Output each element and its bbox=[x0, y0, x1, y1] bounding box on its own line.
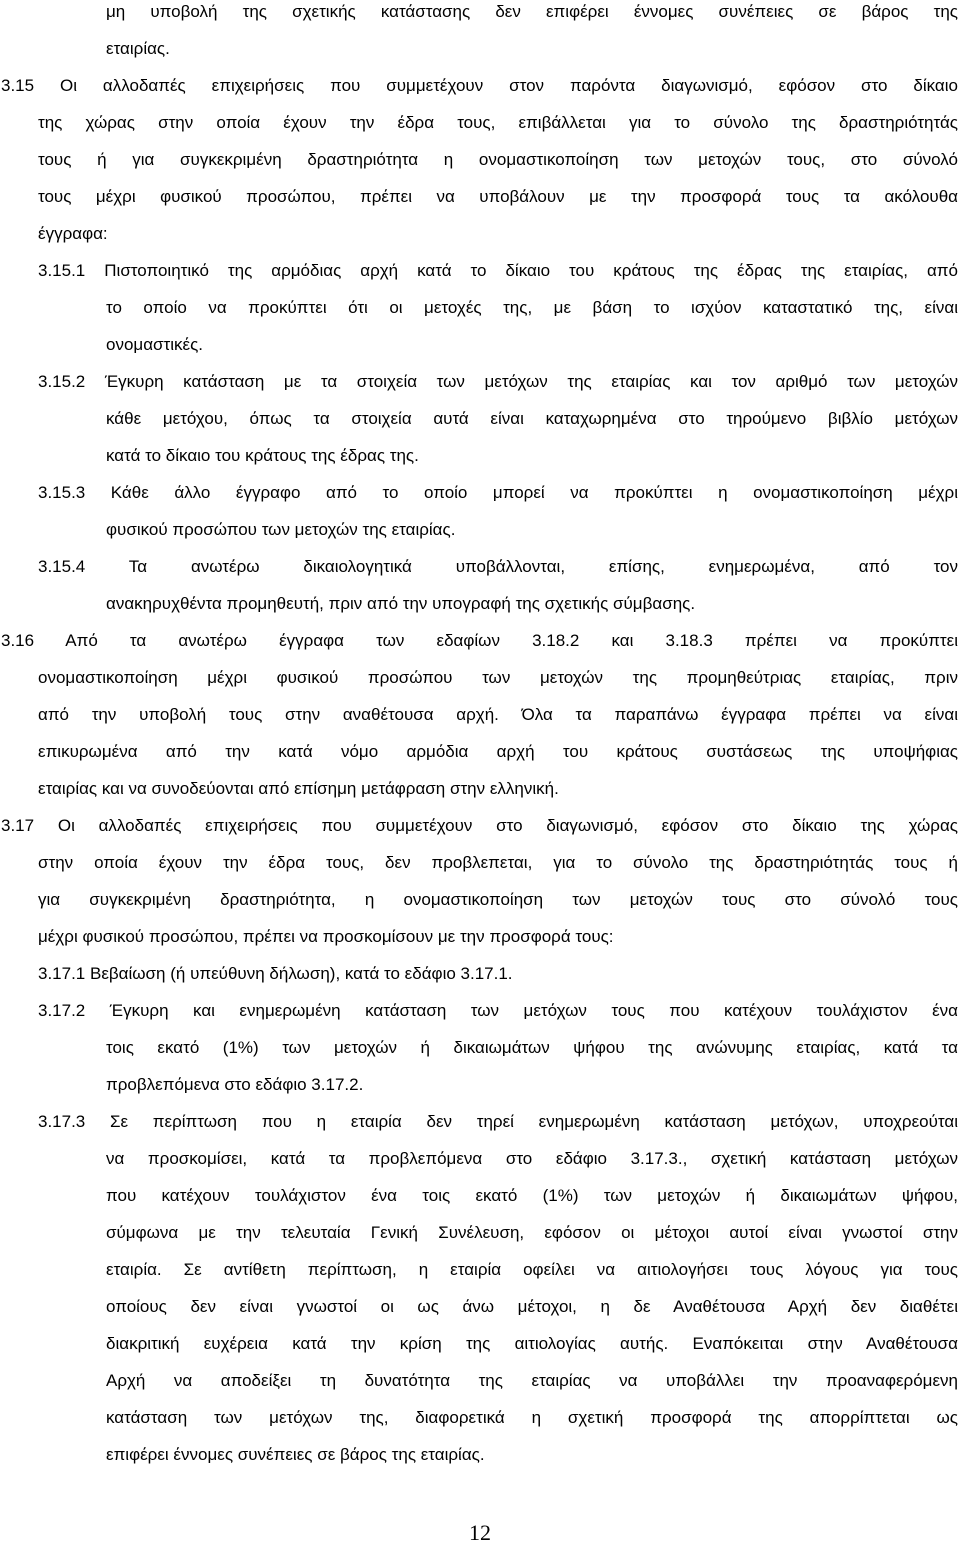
subsection-3-15-1-line: 3.15.1 Πιστοποιητικό της αρμόδιας αρχή κατά το δίκαιο του κράτους της έδρας της εταιρίας, από bbox=[38, 261, 958, 280]
text-line: διακριτική ευχέρεια κατά την κρίση της αιτιολογίας αυτής. Εναπόκειται στην Αναθέτουσα bbox=[106, 1334, 958, 1353]
text-line: Αρχή να αποδείξει τη δυνατότητα της εταιρίας να υποβάλλει την προαναφερόμενη bbox=[106, 1371, 958, 1390]
text-line: που κατέχουν τουλάχιστον ένα τοις εκατό (1%) των μετοχών ή δικαιωμάτων ψήφου, bbox=[106, 1186, 958, 1205]
section-3-17-line: 3.17 Οι αλλοδαπές επιχειρήσεις που συμμετέχουν στο διαγωνισμό, εφόσον στο δίκαιο της χώρας bbox=[1, 816, 958, 835]
text-line: τους μέχρι φυσικού προσώπου, πρέπει να υποβάλουν με την προσφορά τους τα ακόλουθα bbox=[38, 187, 958, 206]
text-line: έγγραφα: bbox=[38, 224, 108, 243]
subsection-3-15-4-line: 3.15.4 Τα ανωτέρω δικαιολογητικά υποβάλλονται, επίσης, ενημερωμένα, από τον bbox=[38, 557, 958, 576]
text-line: ονομαστικοποίηση μέχρι φυσικού προσώπου των μετοχών της προμηθεύτριας εταιρίας, πριν bbox=[38, 668, 958, 687]
page-number: 12 bbox=[469, 1520, 491, 1545]
text-line: να προσκομίσει, κατά τα προβλεπόμενα στο εδάφιο 3.17.3., σχετική κατάσταση μετόχων bbox=[106, 1149, 958, 1168]
text-line: οποίους δεν είναι γνωστοί οι ως άνω μέτοχοι, η δε Αναθέτουσα Αρχή δεν διαθέτει bbox=[106, 1297, 958, 1316]
section-3-16-line: 3.16 Από τα ανωτέρω έγγραφα των εδαφίων 3.18.2 και 3.18.3 πρέπει να προκύπτει bbox=[1, 631, 958, 650]
text-line: εταιρία. Σε αντίθετη περίπτωση, η εταιρία οφείλει να αιτιολογήσει τους λόγους για τους bbox=[106, 1260, 958, 1279]
subsection-3-15-3-line: 3.15.3 Κάθε άλλο έγγραφο από το οποίο μπορεί να προκύπτει η ονομαστικοποίηση μέχρι bbox=[38, 483, 958, 502]
text-line: μέχρι φυσικού προσώπου, πρέπει να προσκομίσουν με την προσφορά τους: bbox=[38, 927, 614, 946]
text-line: εταιρίας. bbox=[106, 39, 170, 58]
text-line: επικυρωμένα από την κατά νόμο αρμόδια αρχή του κράτους συστάσεως της υποψήφιας bbox=[38, 742, 958, 761]
subsection-3-15-2-line: 3.15.2 Έγκυρη κατάσταση με τα στοιχεία των μετόχων της εταιρίας και τον αριθμό των μετοχών bbox=[38, 372, 958, 391]
text-line: τους ή για συγκεκριμένη δραστηριότητα η ονομαστικοποίηση των μετοχών τους, στο σύνολό bbox=[38, 150, 958, 169]
section-3-15-line: 3.15 Οι αλλοδαπές επιχειρήσεις που συμμετέχουν στον παρόντα διαγωνισμό, εφόσον στο δίκαιο bbox=[1, 76, 958, 95]
text-line: προβλεπόμενα στο εδάφιο 3.17.2. bbox=[106, 1075, 364, 1094]
text-line: εταιρίας και να συνοδεύονται από επίσημη μετάφραση στην ελληνική. bbox=[38, 779, 559, 798]
text-line: ανακηρυχθέντα προμηθευτή, πριν από την υπογραφή της σχετικής σύμβασης. bbox=[106, 594, 696, 613]
text-line: από την υποβολή τους στην αναθέτουσα αρχή. Όλα τα παραπάνω έγγραφα πρέπει να είναι bbox=[38, 705, 958, 724]
text-line: της χώρας στην οποία έχουν την έδρα τους, επιβάλλεται για το σύνολο της δραστηριότητάς bbox=[38, 113, 958, 132]
subsection-3-17-3-line: 3.17.3 Σε περίπτωση που η εταιρία δεν τηρεί ενημερωμένη κατάσταση μετόχων, υποχρεούται bbox=[38, 1112, 958, 1131]
text-line: κάθε μετόχου, όπως τα στοιχεία αυτά είναι καταχωρημένα στο τηρούμενο βιβλίο μετόχων bbox=[106, 409, 958, 428]
subsection-3-17-1-line: 3.17.1 Βεβαίωση (ή υπεύθυνη δήλωση), κατά το εδάφιο 3.17.1. bbox=[38, 964, 513, 983]
text-line: ονομαστικές. bbox=[106, 335, 204, 354]
text-line: μη υποβολή της σχετικής κατάστασης δεν επιφέρει έννομες συνέπειες σε βάρος της bbox=[106, 2, 958, 21]
text-line: το οποίο να προκύπτει ότι οι μετοχές της, με βάση το ισχύον καταστατικό της, είναι bbox=[106, 298, 958, 317]
text-line: για συγκεκριμένη δραστηριότητα, η ονομαστικοποίηση των μετοχών τους στο σύνολό τους bbox=[38, 890, 958, 909]
text-line: στην οποία έχουν την έδρα τους, δεν προβλεπεται, για το σύνολο της δραστηριότητάς τους ή bbox=[38, 853, 958, 872]
subsection-3-17-2-line: 3.17.2 Έγκυρη και ενημερωμένη κατάσταση των μετόχων τους που κατέχουν τουλάχιστον ένα bbox=[38, 1001, 958, 1020]
text-line: επιφέρει έννομες συνέπειες σε βάρος της εταιρίας. bbox=[106, 1445, 485, 1464]
text-line: τοις εκατό (1%) των μετοχών ή δικαιωμάτων ψήφου της ανώνυμης εταιρίας, κατά τα bbox=[106, 1038, 958, 1057]
text-line: σύμφωνα με την τελευταία Γενική Συνέλευση, εφόσον οι μέτοχοι αυτοί είναι γνωστοί στην bbox=[106, 1223, 958, 1242]
text-line: κατάσταση των μετόχων της, διαφορετικά η σχετική προσφορά της απορρίπτεται ως bbox=[106, 1408, 958, 1427]
text-line: φυσικού προσώπου των μετοχών της εταιρίας. bbox=[106, 520, 456, 539]
text-line: κατά το δίκαιο του κράτους της έδρας της. bbox=[106, 446, 419, 465]
